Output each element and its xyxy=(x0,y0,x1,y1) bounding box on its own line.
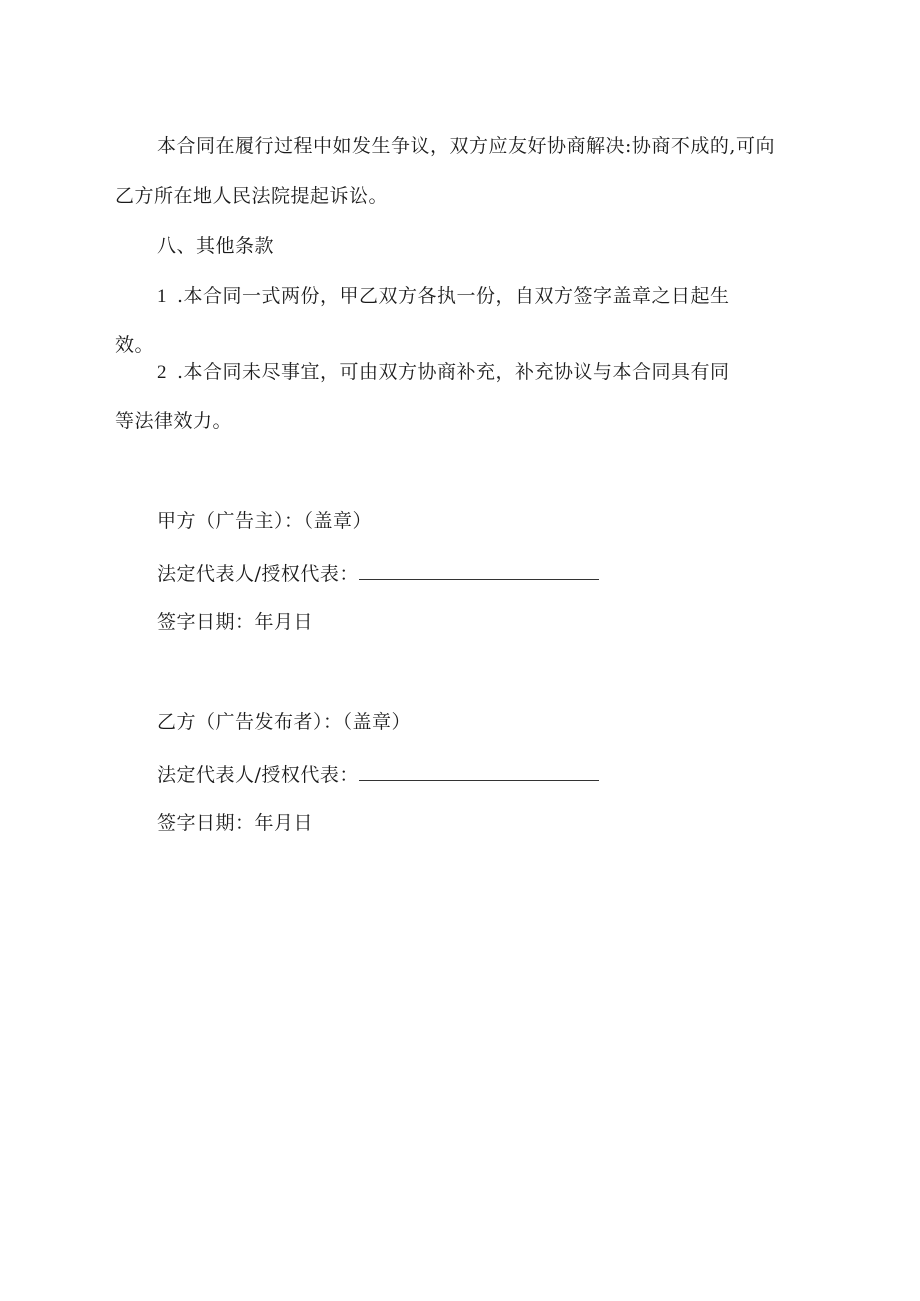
party-a-representative-label: 法定代表人/授权代表： xyxy=(157,563,359,585)
clause-2-number: 2 xyxy=(157,362,167,383)
dispute-clause-line-2: 乙方所在地人民法院提起诉讼。 xyxy=(115,185,389,207)
clause-2-line-1 xyxy=(157,360,730,385)
clause-1-text: .本合同一式两份，甲乙双方各执一份，自双方签字盖章之日起生 xyxy=(177,285,730,307)
dispute-clause-line-1: 本合同在履行过程中如发生争议，双方应友好协商解决:协商不成的,可向 xyxy=(157,135,775,157)
party-b-signature-line xyxy=(359,762,599,781)
clause-2-text: .本合同未尽事宜，可由双方协商补充，补充协议与本合同具有同 xyxy=(177,361,730,383)
clause-2-line-2: 等法律效力。 xyxy=(115,410,233,432)
party-a-representative-row xyxy=(157,561,599,586)
clause-1-line-1 xyxy=(157,284,730,309)
party-b-sign-date: 签字日期：年月日 xyxy=(157,812,314,834)
section-heading-other-terms: 八、其他条款 xyxy=(157,235,275,257)
clause-1-number: 1 xyxy=(157,286,167,307)
clause-1-line-2: 效。 xyxy=(115,334,155,356)
party-b-title: 乙方（广告发布者）：（盖章） xyxy=(157,711,412,733)
party-a-sign-date: 签字日期：年月日 xyxy=(157,611,314,633)
party-b-representative-label: 法定代表人/授权代表： xyxy=(157,764,359,786)
party-b-representative-row xyxy=(157,762,599,787)
party-a-signature-line xyxy=(359,561,599,580)
party-a-title: 甲方（广告主）：（盖章） xyxy=(157,510,373,532)
